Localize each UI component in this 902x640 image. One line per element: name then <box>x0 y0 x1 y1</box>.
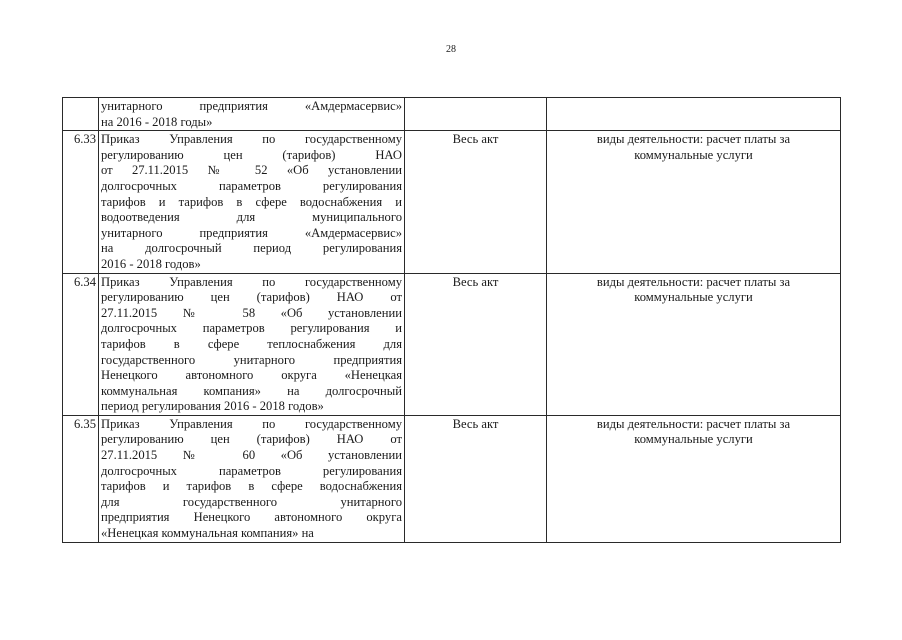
act-title-line: для государственного унитарного <box>101 494 402 509</box>
act-title <box>99 415 405 542</box>
acts-table <box>62 97 841 543</box>
activity-kinds-line: виды деятельности: расчет платы за <box>596 132 791 147</box>
act-title-line: унитарного предприятия «Амдермасервис» <box>101 99 402 113</box>
act-scope: Весь акт <box>405 131 547 273</box>
row-number: 6.34 <box>63 273 99 415</box>
activity-kinds <box>547 131 841 273</box>
act-title-line: Ненецкого автономного округа «Ненецкая <box>101 368 402 383</box>
act-title-line: Приказ Управления по государственному <box>101 274 402 289</box>
act-title-line: коммунальная компания» на долгосрочный <box>101 383 402 398</box>
activity-kinds <box>547 273 841 415</box>
act-title-line: Приказ Управления по государственному <box>101 416 402 431</box>
act-title-line: водоотведения для муниципального <box>101 210 402 225</box>
act-title-line: унитарного предприятия «Амдермасервис» <box>101 225 402 240</box>
activity-kinds-line: коммунальные услуги <box>634 290 753 305</box>
act-title-line: на 2016 - 2018 годы» <box>101 114 213 129</box>
act-title-line: государственного унитарного предприятия <box>101 352 402 367</box>
act-scope <box>405 98 547 131</box>
act-title-line: тарифов и тарифов в сфере водоснабжения и <box>101 194 402 209</box>
activity-kinds-line: виды деятельности: расчет платы за <box>596 274 791 289</box>
act-title-line: регулированию цен (тарифов) НАО от <box>101 432 402 447</box>
act-title-line: период регулирования 2016 - 2018 годов» <box>101 399 324 414</box>
act-title-line: долгосрочных параметров регулирования <box>101 463 402 478</box>
activity-kinds <box>547 98 841 131</box>
row-number: 6.35 <box>63 415 99 542</box>
act-title <box>99 98 405 131</box>
page-number: 28 <box>446 44 456 55</box>
act-title-line: 27.11.2015 № 60 «Об установлении <box>101 448 402 463</box>
row-number <box>63 98 99 131</box>
act-title-line: от 27.11.2015 № 52 «Об установлении <box>101 163 402 178</box>
activity-kinds-line: коммунальные услуги <box>634 147 753 162</box>
act-title-line: тарифов и тарифов в сфере водоснабжения <box>101 479 402 494</box>
table-row <box>63 273 841 415</box>
table-row <box>63 131 841 273</box>
activity-kinds-line: коммунальные услуги <box>634 432 753 447</box>
activity-kinds-line: виды деятельности: расчет платы за <box>596 416 791 431</box>
table-body <box>63 98 841 543</box>
act-scope: Весь акт <box>405 415 547 542</box>
act-title-line: «Ненецкая коммунальная компания» на <box>101 526 314 541</box>
activity-kinds <box>547 415 841 542</box>
table-row <box>63 98 841 131</box>
act-title-line: предприятия Ненецкого автономного округа <box>101 510 402 525</box>
act-title-line: регулированию цен (тарифов) НАО от <box>101 290 402 305</box>
row-number: 6.33 <box>63 131 99 273</box>
act-title-line: 27.11.2015 № 58 «Об установлении <box>101 305 402 320</box>
act-title <box>99 273 405 415</box>
table-row <box>63 415 841 542</box>
act-title-line: тарифов в сфере теплоснабжения для <box>101 336 402 351</box>
act-title-line: Приказ Управления по государственному <box>101 132 402 147</box>
act-title-line: на долгосрочный период регулирования <box>101 241 402 256</box>
act-title <box>99 131 405 273</box>
act-scope: Весь акт <box>405 273 547 415</box>
act-title-line: долгосрочных параметров регулирования и <box>101 321 402 336</box>
act-title-line: 2016 - 2018 годов» <box>101 256 201 271</box>
act-title-line: долгосрочных параметров регулирования <box>101 178 402 193</box>
act-title-line: регулированию цен (тарифов) НАО <box>101 147 402 162</box>
